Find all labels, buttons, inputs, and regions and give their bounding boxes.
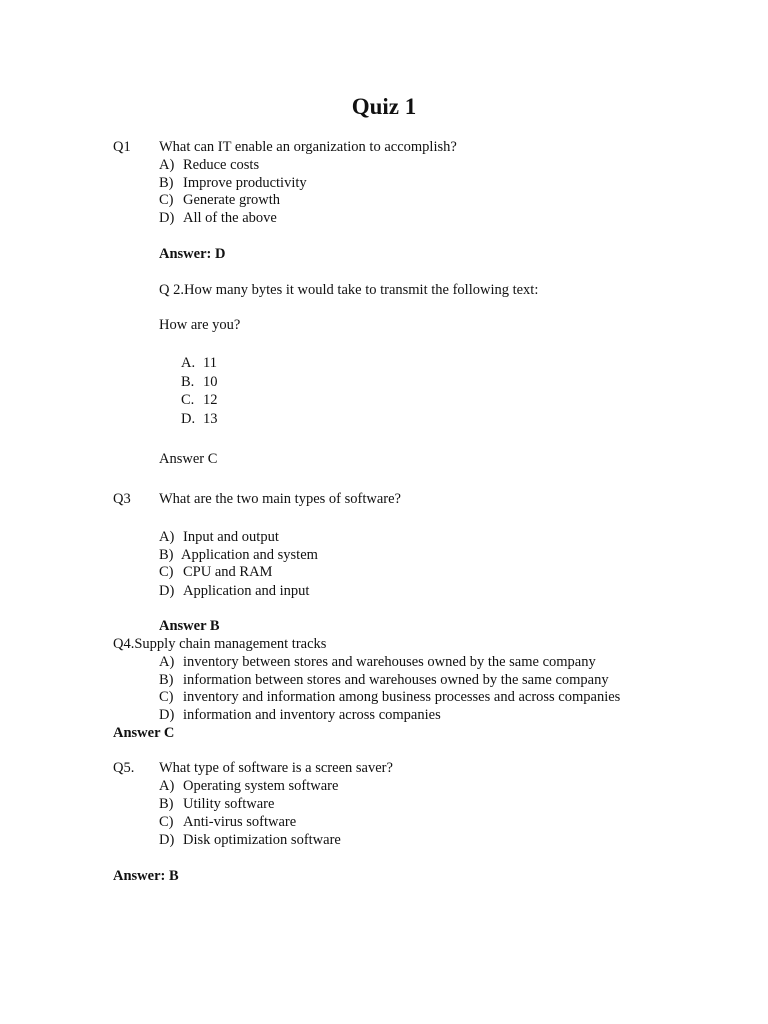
q4-option-text-a: inventory between stores and warehouses owned by the same company xyxy=(183,654,596,670)
q4-option-letter-c: C) xyxy=(159,689,174,705)
q3-option-text-d: Application and input xyxy=(183,583,310,599)
q2-answer: Answer C xyxy=(159,451,218,467)
q5-option-text-d: Disk optimization software xyxy=(183,832,341,848)
q5-number: Q5. xyxy=(113,760,135,776)
q1-question: What can IT enable an organization to accomplish? xyxy=(159,139,457,155)
q5-option-text-b: Utility software xyxy=(183,796,275,812)
q4-answer: Answer C xyxy=(113,725,175,741)
q2-option-letter-b: B. xyxy=(181,374,195,390)
q5-option-letter-b: B) xyxy=(159,796,174,812)
q1-option-letter-b: B) xyxy=(159,175,174,191)
q1-option-text-b: Improve productivity xyxy=(183,175,307,191)
q1-option-text-c: Generate growth xyxy=(183,192,281,208)
q3-option-letter-a: A) xyxy=(159,529,175,545)
q5-answer: Answer: B xyxy=(113,868,179,884)
q5-option-letter-a: A) xyxy=(159,778,175,794)
q1-option-letter-a: A) xyxy=(159,157,175,173)
q1-option-letter-d: D) xyxy=(159,210,175,226)
q2-option-text-c: 12 xyxy=(203,392,218,408)
q4-option-text-d: information and inventory across companies xyxy=(183,707,441,723)
q3-answer: Answer B xyxy=(159,618,220,634)
q1-number: Q1 xyxy=(113,139,131,155)
q5-option-letter-c: C) xyxy=(159,814,174,830)
q2-text-sample: How are you? xyxy=(159,317,241,333)
q4-option-letter-b: B) xyxy=(159,672,174,688)
q5-option-text-c: Anti-virus software xyxy=(183,814,297,830)
q4-option-text-c: inventory and information among business processes and across companies xyxy=(183,689,621,705)
q3-number: Q3 xyxy=(113,491,131,507)
q3-option-text-c: CPU and RAM xyxy=(183,564,273,580)
q2-option-text-a: 11 xyxy=(203,355,217,371)
q4-option-letter-a: A) xyxy=(159,654,175,670)
q3-question: What are the two main types of software? xyxy=(159,491,401,507)
q2-option-letter-c: C. xyxy=(181,392,195,408)
q4-option-text-b: information between stores and warehouses owned by the same company xyxy=(183,672,609,688)
q3-option-text-a: Input and output xyxy=(183,529,279,545)
page-title: Quiz 1 xyxy=(351,94,417,119)
q3-option-letter-b: B) xyxy=(159,547,174,563)
q2-option-letter-d: D. xyxy=(181,411,196,427)
q5-option-letter-d: D) xyxy=(159,832,175,848)
q4-question: Q4.Supply chain management tracks xyxy=(113,636,327,652)
q2-option-text-d: 13 xyxy=(203,411,218,427)
q1-option-text-a: Reduce costs xyxy=(183,157,260,173)
q1-option-letter-c: C) xyxy=(159,192,174,208)
q2-option-letter-a: A. xyxy=(181,355,196,371)
q3-option-letter-d: D) xyxy=(159,583,175,599)
q5-option-text-a: Operating system software xyxy=(183,778,339,794)
q2-option-text-b: 10 xyxy=(203,374,218,390)
q5-question: What type of software is a screen saver? xyxy=(159,760,393,776)
q1-answer: Answer: D xyxy=(159,246,226,262)
q1-option-text-d: All of the above xyxy=(183,210,277,226)
q4-option-letter-d: D) xyxy=(159,707,175,723)
q3-option-letter-c: C) xyxy=(159,564,174,580)
q3-option-text-b: Application and system xyxy=(181,547,318,563)
q2-question: Q 2.How many bytes it would take to transmit the following text: xyxy=(159,282,539,298)
